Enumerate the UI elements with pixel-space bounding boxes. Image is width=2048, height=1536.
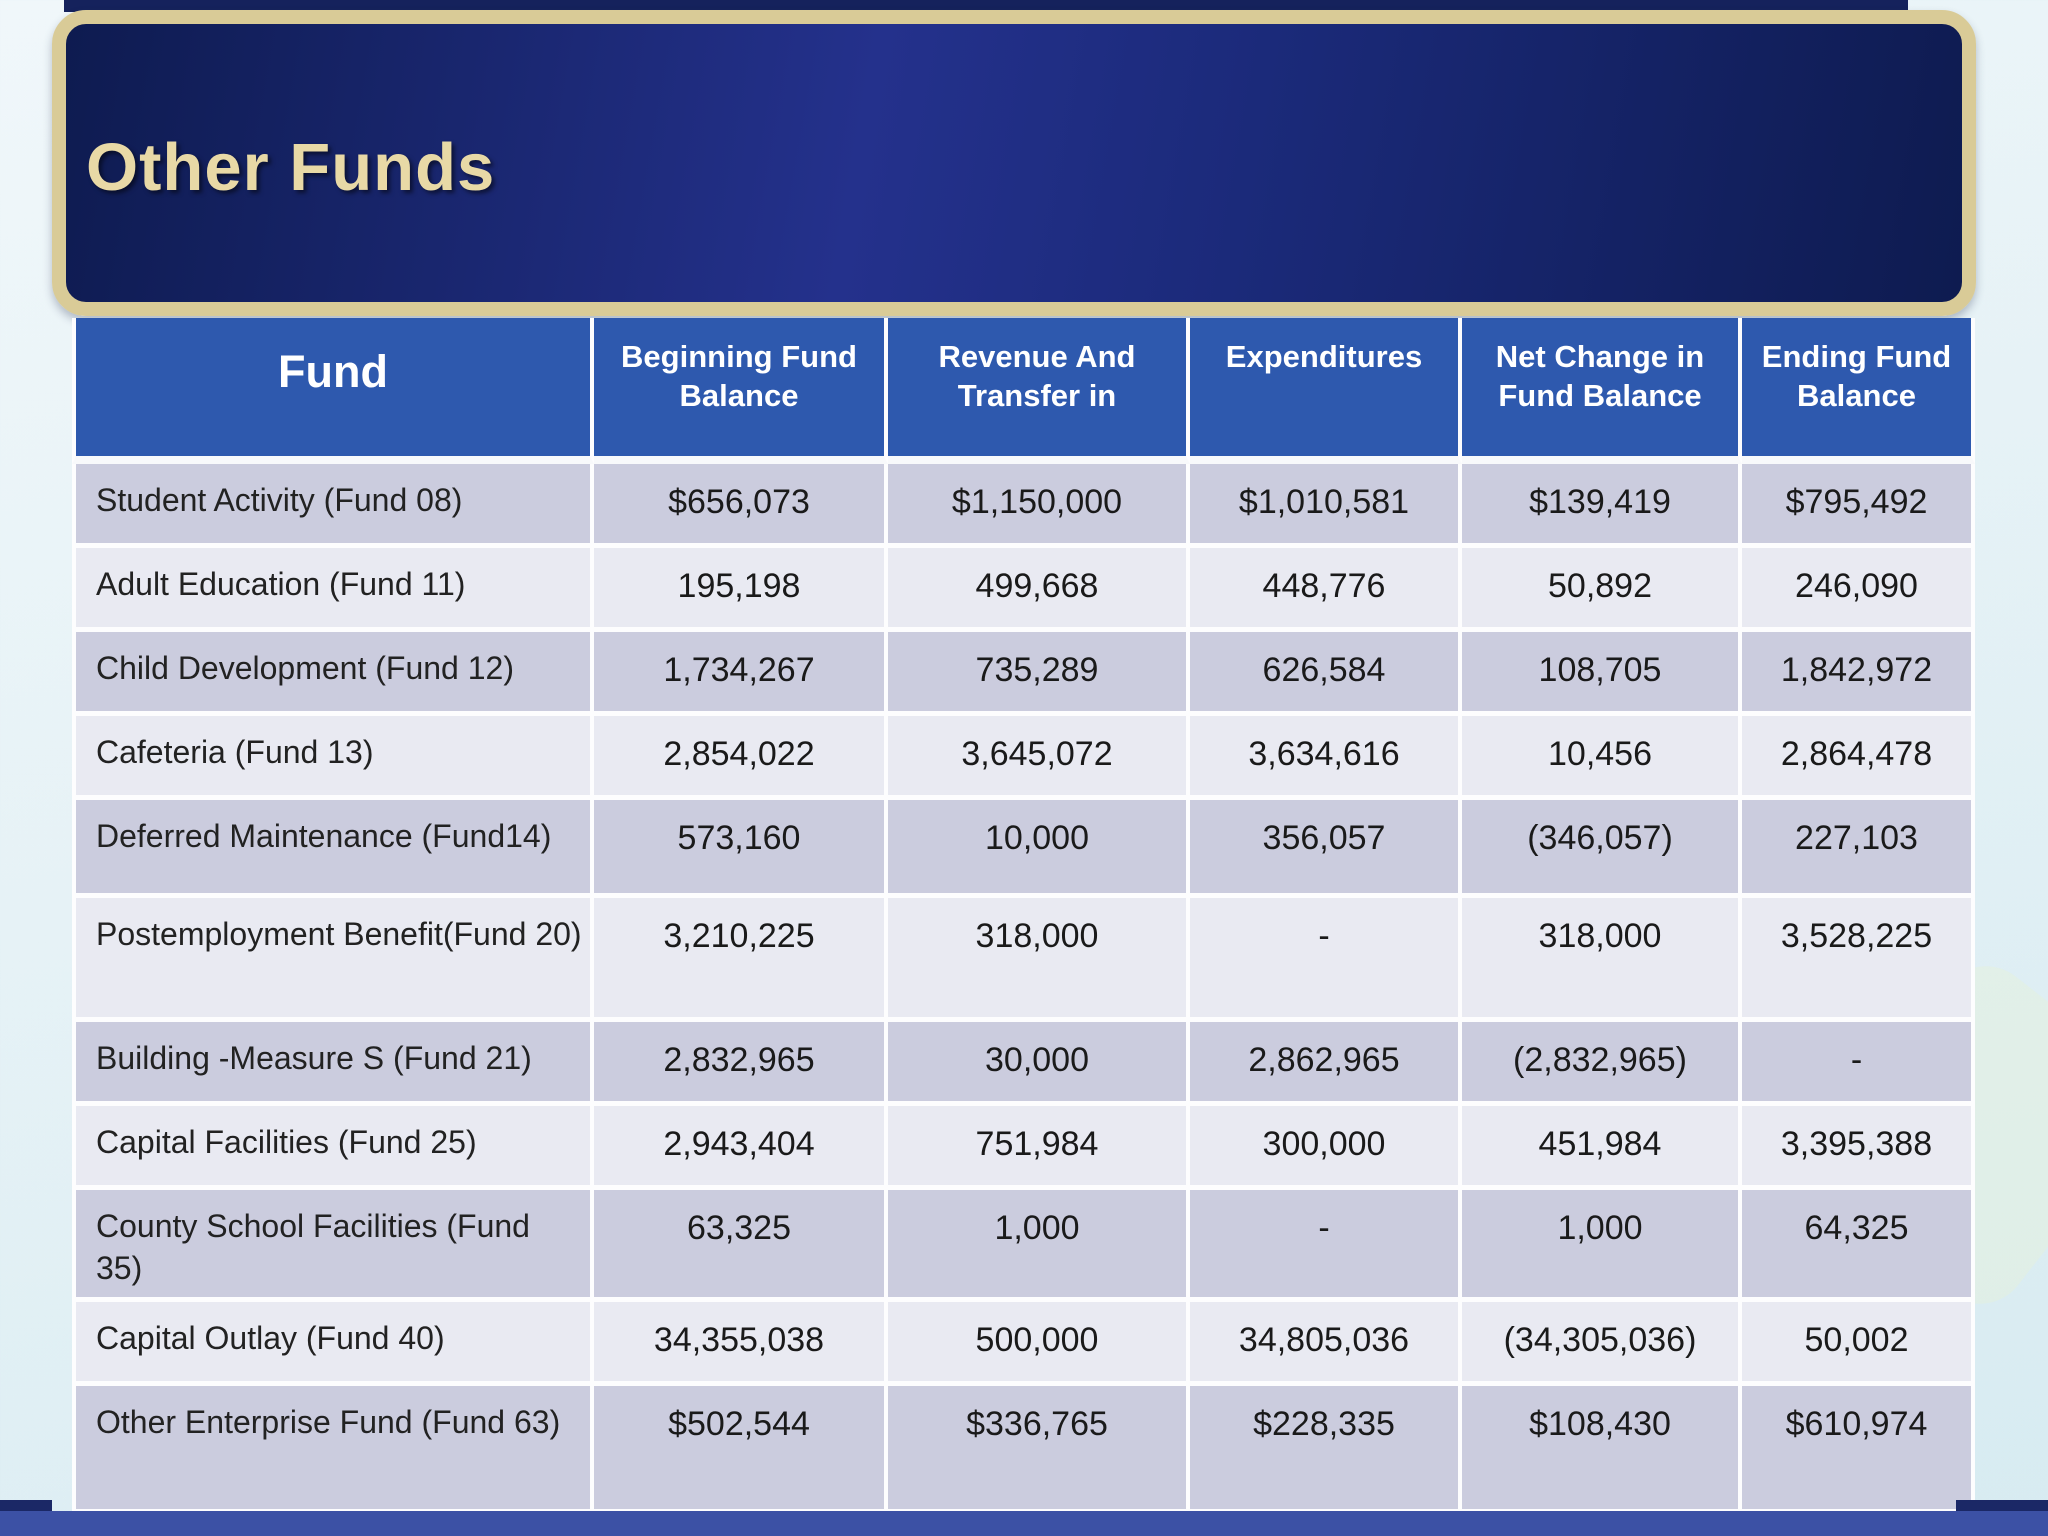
footer-band [0,1511,2048,1536]
fund-name-cell: Child Development (Fund 12) [72,632,594,716]
value-cell: 735,289 [888,632,1190,716]
value-cell: $336,765 [888,1386,1190,1514]
value-cell: (34,305,036) [1462,1302,1742,1386]
value-cell: $1,150,000 [888,464,1190,548]
table-row [72,1106,1975,1190]
column-header-ending-balance: Ending Fund Balance [1742,318,1975,464]
table-row [72,1302,1975,1386]
table-row [72,1386,1975,1514]
footer-notch-left [0,1500,52,1511]
table-header-row [72,318,1975,464]
value-cell: 448,776 [1190,548,1462,632]
column-header-expenditures: Expenditures [1190,318,1462,464]
value-cell: $108,430 [1462,1386,1742,1514]
value-cell: 3,528,225 [1742,898,1975,1022]
table-row [72,464,1975,548]
fund-name-cell: Postemployment Benefit(Fund 20) [72,898,594,1022]
column-header-net-change: Net Change in Fund Balance [1462,318,1742,464]
value-cell: 10,456 [1462,716,1742,800]
value-cell: 2,943,404 [594,1106,888,1190]
value-cell: $656,073 [594,464,888,548]
table-row [72,1022,1975,1106]
fund-name-cell: Adult Education (Fund 11) [72,548,594,632]
value-cell: 3,395,388 [1742,1106,1975,1190]
value-cell: 108,705 [1462,632,1742,716]
value-cell: 499,668 [888,548,1190,632]
value-cell: 500,000 [888,1302,1190,1386]
value-cell: 1,000 [1462,1190,1742,1302]
value-cell: (346,057) [1462,800,1742,898]
column-header-fund: Fund [72,318,594,464]
value-cell: 1,842,972 [1742,632,1975,716]
column-header-beginning-balance: Beginning Fund Balance [594,318,888,464]
title-banner [52,10,1976,316]
value-cell: 356,057 [1190,800,1462,898]
value-cell: 3,210,225 [594,898,888,1022]
value-cell: 2,832,965 [594,1022,888,1106]
fund-name-cell: Capital Outlay (Fund 40) [72,1302,594,1386]
value-cell: 1,734,267 [594,632,888,716]
value-cell: 50,892 [1462,548,1742,632]
funds-table [72,318,1975,1514]
value-cell: 573,160 [594,800,888,898]
page-title: Other Funds [86,130,496,205]
value-cell: 34,355,038 [594,1302,888,1386]
fund-name-cell: Student Activity (Fund 08) [72,464,594,548]
table-row [72,800,1975,898]
value-cell: 2,864,478 [1742,716,1975,800]
fund-name-cell: Building -Measure S (Fund 21) [72,1022,594,1106]
value-cell: 34,805,036 [1190,1302,1462,1386]
value-cell: 64,325 [1742,1190,1975,1302]
value-cell: 3,634,616 [1190,716,1462,800]
value-cell: 227,103 [1742,800,1975,898]
value-cell: $228,335 [1190,1386,1462,1514]
value-cell: $1,010,581 [1190,464,1462,548]
value-cell: 318,000 [888,898,1190,1022]
value-cell: $610,974 [1742,1386,1975,1514]
value-cell: 2,854,022 [594,716,888,800]
value-cell: - [1190,1190,1462,1302]
value-cell: 451,984 [1462,1106,1742,1190]
fund-name-cell: Other Enterprise Fund (Fund 63) [72,1386,594,1514]
value-cell: - [1190,898,1462,1022]
table-row [72,716,1975,800]
table-row [72,1190,1975,1302]
value-cell: 300,000 [1190,1106,1462,1190]
value-cell: 2,862,965 [1190,1022,1462,1106]
table-row [72,898,1975,1022]
table-row [72,632,1975,716]
fund-name-cell: County School Facilities (Fund 35) [72,1190,594,1302]
value-cell: 318,000 [1462,898,1742,1022]
value-cell: 751,984 [888,1106,1190,1190]
column-header-revenue-transfer-in: Revenue And Transfer in [888,318,1190,464]
fund-name-cell: Deferred Maintenance (Fund14) [72,800,594,898]
table-row [72,548,1975,632]
value-cell: 195,198 [594,548,888,632]
value-cell: $139,419 [1462,464,1742,548]
value-cell: 626,584 [1190,632,1462,716]
value-cell: 246,090 [1742,548,1975,632]
value-cell: 30,000 [888,1022,1190,1106]
value-cell: 3,645,072 [888,716,1190,800]
table-body [72,464,1975,1514]
value-cell: $795,492 [1742,464,1975,548]
fund-name-cell: Cafeteria (Fund 13) [72,716,594,800]
value-cell: 63,325 [594,1190,888,1302]
value-cell: 50,002 [1742,1302,1975,1386]
value-cell: - [1742,1022,1975,1106]
value-cell: $502,544 [594,1386,888,1514]
fund-name-cell: Capital Facilities (Fund 25) [72,1106,594,1190]
value-cell: (2,832,965) [1462,1022,1742,1106]
value-cell: 10,000 [888,800,1190,898]
value-cell: 1,000 [888,1190,1190,1302]
